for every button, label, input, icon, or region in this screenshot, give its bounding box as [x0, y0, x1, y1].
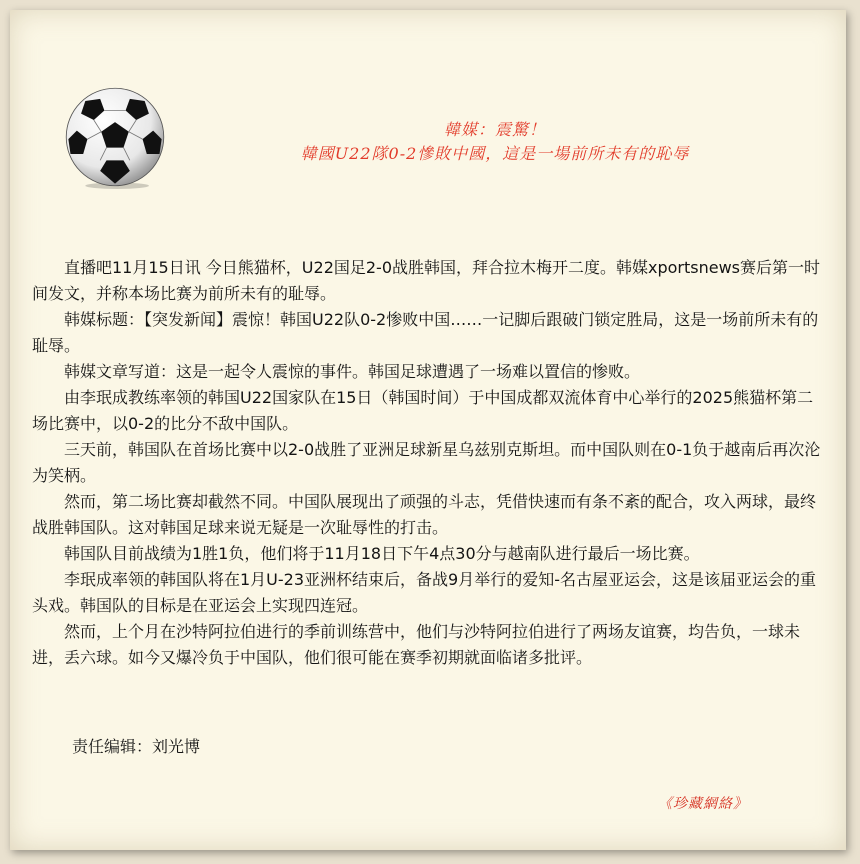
article-paragraph: 然而，第二场比赛却截然不同。中国队展现出了顽强的斗志，凭借快速而有条不紊的配合，攻入两球，最终战胜韩国队。这对韩国足球来说无疑是一次耻辱性的打击。: [32, 492, 817, 537]
headline-line-2: 韓國U22隊0-2慘敗中國，這是一場前所未有的恥辱: [300, 144, 690, 163]
article-paragraph: 然而，上个月在沙特阿拉伯进行的季前训练营中，他们与沙特阿拉伯进行了两场友谊赛，均告负，一球未进，丢六球。如今又爆冷负于中国队，他们很可能在赛季初期就面临诸多批评。: [32, 622, 801, 667]
article-paragraph: 韩国队目前战绩为1胜1负，他们将于11月18日下午4点30分与越南队进行最后一场比赛。: [64, 544, 700, 563]
responsible-editor: 责任编辑：刘光博: [72, 737, 201, 756]
soccer-ball-icon: [62, 84, 168, 190]
article-paragraph: 韩媒文章写道：这是一起令人震惊的事件。韩国足球遭遇了一场难以置信的惨败。: [64, 362, 641, 381]
article-body: [32, 255, 822, 671]
article-paragraph: 直播吧11月15日讯 今日熊猫杯，U22国足2-0战胜韩国，拜合拉木梅开二度。韩媒xportsnews赛后第一时间发文，并称本场比赛为前所未有的耻辱。: [32, 258, 821, 303]
headline: [190, 118, 800, 166]
article-paragraph: 李珉成率领的韩国队将在1月U-23亚洲杯结束后，备战9月举行的爱知-名古屋亚运会，这是该届亚运会的重头戏。韩国队的目标是在亚运会上实现四连冠。: [32, 570, 816, 615]
source-signature: 《珍藏網絡》: [658, 796, 748, 812]
article-paragraph: 韩媒标题：【突发新闻】震惊！韩国U22队0-2惨败中国……一记脚后跟破门锁定胜局，这是一场前所未有的耻辱。: [32, 310, 819, 355]
article-paragraph: 由李珉成教练率领的韩国U22国家队在15日（韩国时间）于中国成都双流体育中心举行的2025熊猫杯第二场比赛中，以0-2的比分不敌中国队。: [32, 388, 814, 433]
article-paragraph: 三天前，韩国队在首场比赛中以2-0战胜了亚洲足球新星乌兹别克斯坦。而中国队则在0-1负于越南后再次沦为笑柄。: [32, 440, 821, 485]
headline-line-1: 韓媒：震驚！: [443, 120, 546, 139]
